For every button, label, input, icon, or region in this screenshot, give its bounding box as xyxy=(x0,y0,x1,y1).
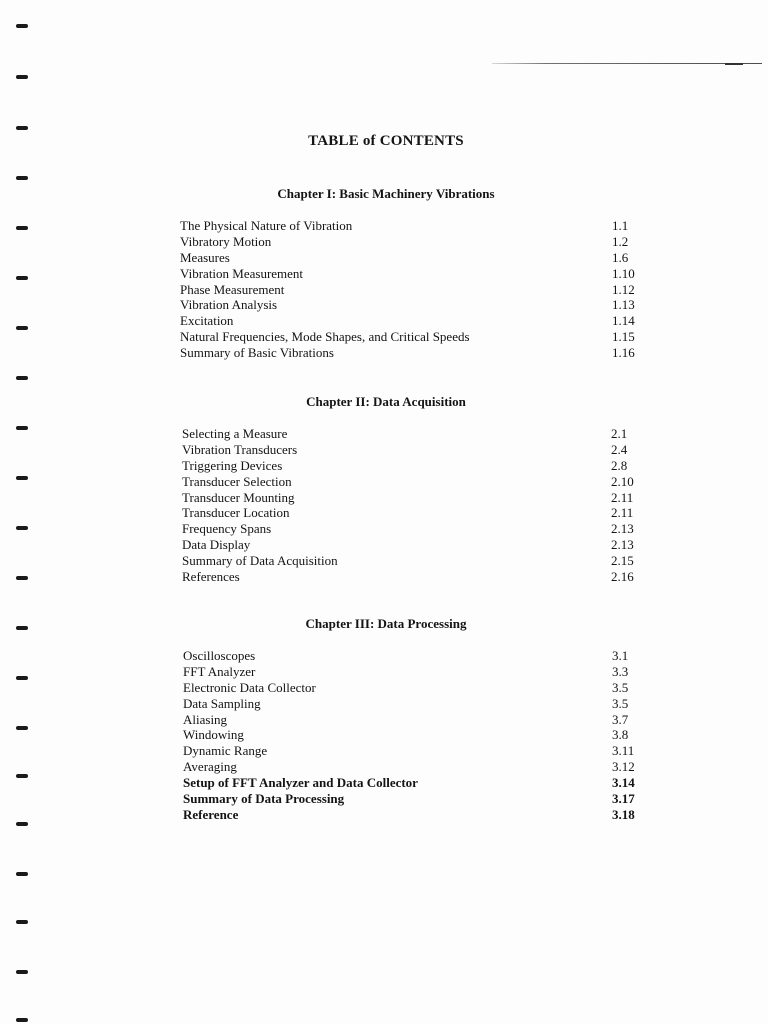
toc-entry-label: Windowing xyxy=(183,727,244,743)
toc-entry xyxy=(183,743,643,759)
toc-entry-page: 3.17 xyxy=(612,791,635,807)
toc-entry-page: 3.11 xyxy=(612,743,635,759)
toc-entry xyxy=(182,537,642,553)
binder-mark xyxy=(16,1018,28,1022)
binder-mark xyxy=(16,872,28,876)
chapter-2-toc xyxy=(182,426,642,585)
toc-entry xyxy=(180,329,640,345)
binder-mark xyxy=(16,676,28,680)
toc-entry-label: Transducer Location xyxy=(182,505,290,521)
binder-mark xyxy=(16,576,28,580)
toc-entry-page: 2.15 xyxy=(611,553,634,569)
toc-entry-label: References xyxy=(182,569,240,585)
binder-mark xyxy=(16,970,28,974)
toc-entry-page: 2.11 xyxy=(611,489,634,505)
binder-mark xyxy=(16,226,28,230)
toc-entry xyxy=(182,569,642,585)
toc-entry xyxy=(180,282,640,298)
top-rule-tick xyxy=(725,63,743,65)
toc-entry-label: Reference xyxy=(183,806,239,822)
toc-entry-page: 1.15 xyxy=(612,329,635,345)
toc-entry-page: 2.8 xyxy=(611,457,628,473)
toc-entry-label: Oscilloscopes xyxy=(183,648,256,663)
toc-entry xyxy=(180,250,640,266)
toc-entry xyxy=(182,474,642,490)
toc-entry xyxy=(180,234,640,250)
toc-entry-page: 2.16 xyxy=(611,569,634,585)
toc-entry xyxy=(182,553,642,569)
toc-entry-page: 1.13 xyxy=(612,297,635,313)
toc-entry xyxy=(182,442,642,458)
toc-entry xyxy=(182,490,642,506)
toc-entry-label: Phase Measurement xyxy=(180,281,285,297)
toc-entry xyxy=(183,791,643,807)
binder-mark xyxy=(16,920,28,924)
top-rule xyxy=(492,63,762,64)
binder-mark xyxy=(16,276,28,280)
toc-entry-label: Frequency Spans xyxy=(182,521,272,537)
toc-entry-label: Dynamic Range xyxy=(183,743,268,759)
toc-entry-page: 1.2 xyxy=(612,233,629,249)
toc-entry-label: Electronic Data Collector xyxy=(183,679,316,695)
binder-mark xyxy=(16,126,28,130)
toc-entry-label: Vibration Analysis xyxy=(180,297,278,313)
binder-mark xyxy=(16,176,28,180)
toc-entry xyxy=(180,345,640,361)
toc-entry xyxy=(183,696,643,712)
toc-entry-label: Natural Frequencies, Mode Shapes, and Critical Speeds xyxy=(180,329,470,345)
binder-mark xyxy=(16,24,28,28)
toc-entry-page: 2.10 xyxy=(611,473,634,489)
toc-entry-label: Vibration Measurement xyxy=(180,265,304,281)
toc-entry-label: Transducer Mounting xyxy=(182,489,295,505)
binder-mark xyxy=(16,526,28,530)
toc-entry-label: The Physical Nature of Vibration xyxy=(180,218,353,233)
chapter-2-heading: Chapter II: Data Acquisition xyxy=(306,394,466,409)
toc-entry-page: 2.13 xyxy=(611,521,634,537)
toc-entry-page: 2.1 xyxy=(611,426,628,441)
toc-entry-page: 3.18 xyxy=(612,806,635,822)
toc-entry xyxy=(183,664,643,680)
toc-entry-label: Data Sampling xyxy=(183,695,261,711)
toc-entry xyxy=(183,759,643,775)
toc-entry-page: 3.12 xyxy=(612,759,635,775)
toc-entry-page: 1.16 xyxy=(612,345,635,361)
toc-entry xyxy=(180,218,640,234)
binder-mark xyxy=(16,376,28,380)
binder-mark xyxy=(16,774,28,778)
toc-entry-page: 3.5 xyxy=(612,695,629,711)
toc-entry xyxy=(183,727,643,743)
toc-entry-page: 1.6 xyxy=(612,249,629,265)
toc-entry-label: FFT Analyzer xyxy=(183,663,256,679)
chapter-1-toc xyxy=(180,218,640,361)
binder-mark xyxy=(16,476,28,480)
toc-entry-label: Selecting a Measure xyxy=(182,426,288,441)
binder-mark xyxy=(16,326,28,330)
toc-entry xyxy=(183,712,643,728)
toc-entry-label: Data Display xyxy=(182,537,251,553)
toc-entry-page: 3.7 xyxy=(612,711,629,727)
toc-entry-page: 2.11 xyxy=(611,505,634,521)
toc-entry-page: 3.1 xyxy=(612,648,629,663)
toc-entry-label: Transducer Selection xyxy=(182,473,292,489)
toc-entry xyxy=(180,266,640,282)
toc-entry-page: 2.13 xyxy=(611,537,634,553)
page-title: TABLE of CONTENTS xyxy=(308,133,464,149)
toc-entry-page: 3.8 xyxy=(612,727,629,743)
toc-entry-label: Measures xyxy=(180,249,230,265)
toc-entry-page: 3.3 xyxy=(612,663,629,679)
toc-entry-label: Summary of Data Acquisition xyxy=(182,553,338,569)
toc-entry-page: 3.5 xyxy=(612,679,629,695)
toc-entry-page: 1.12 xyxy=(612,281,635,297)
toc-entry-label: Excitation xyxy=(180,313,234,329)
toc-entry xyxy=(183,680,643,696)
toc-entry-label: Averaging xyxy=(183,759,237,775)
toc-entry-page: 3.14 xyxy=(612,775,635,791)
binder-mark xyxy=(16,726,28,730)
toc-entry xyxy=(183,775,643,791)
toc-entry xyxy=(180,313,640,329)
toc-entry-page: 1.1 xyxy=(612,218,629,233)
toc-entry-label: Setup of FFT Analyzer and Data Collector xyxy=(183,775,418,791)
chapter-3-toc xyxy=(183,648,643,823)
toc-entry-page: 1.14 xyxy=(612,313,635,329)
toc-entry xyxy=(180,297,640,313)
toc-entry xyxy=(182,521,642,537)
binder-mark xyxy=(16,75,28,79)
toc-entry xyxy=(183,648,643,664)
toc-entry-label: Summary of Data Processing xyxy=(183,791,345,807)
toc-entry xyxy=(183,807,643,823)
binder-mark xyxy=(16,426,28,430)
chapter-3-heading: Chapter III: Data Processing xyxy=(305,616,467,631)
toc-entry-label: Aliasing xyxy=(183,711,228,727)
toc-entry xyxy=(182,426,642,442)
toc-entry xyxy=(182,505,642,521)
binder-mark xyxy=(16,822,28,826)
toc-entry xyxy=(182,458,642,474)
toc-entry-label: Summary of Basic Vibrations xyxy=(180,345,334,361)
toc-entry-label: Vibration Transducers xyxy=(182,441,298,457)
chapter-1-heading: Chapter I: Basic Machinery Vibrations xyxy=(277,186,495,201)
toc-entry-label: Vibratory Motion xyxy=(180,233,272,249)
toc-entry-page: 2.4 xyxy=(611,441,628,457)
toc-entry-label: Triggering Devices xyxy=(182,457,283,473)
toc-entry-page: 1.10 xyxy=(612,265,635,281)
